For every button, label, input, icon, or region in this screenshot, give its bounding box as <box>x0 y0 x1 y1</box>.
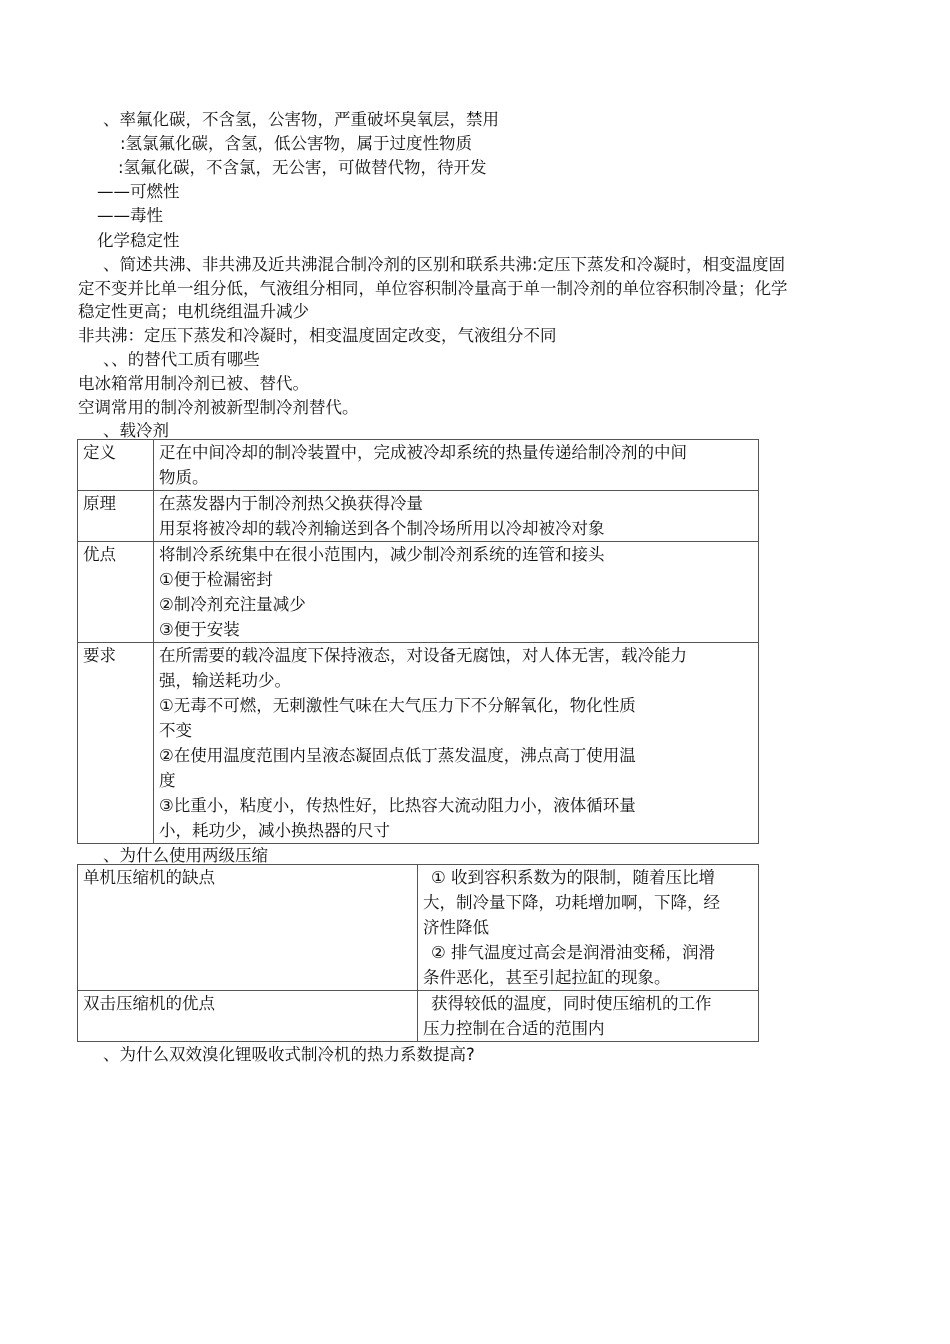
cell-line: 济性降低 <box>423 918 489 937</box>
table-row <box>78 491 759 542</box>
text-line-8: 定不变并比单一组分低，气液组分相同，单位容积制冷量高于单一制冷剂的单位容积制冷量；化学 <box>78 279 788 298</box>
text-line-9: 稳定性更高；电机绕组温升减少 <box>78 302 309 321</box>
cell-line: 条件恶化，甚至引起拉缸的现象。 <box>423 968 671 987</box>
cell-line: 在所需要的载冷温度下保持液态，对设备无腐蚀，对人体无害，载冷能力 <box>159 646 687 665</box>
row-label: 双击压缩机的优点 <box>78 991 418 1042</box>
coolant-table <box>77 439 759 844</box>
cell-line: 度 <box>159 771 176 790</box>
compression-table <box>77 864 759 1042</box>
row-label: 单机压缩机的缺点 <box>78 865 418 991</box>
text-line-5: ——毒性 <box>97 206 163 225</box>
text-line-13: 空调常用的制冷剂被新型制冷剂替代。 <box>78 398 359 417</box>
text-line-16: 、为什么双效溴化锂吸收式制冷机的热力系数提高? <box>103 1045 475 1064</box>
table-row <box>78 991 759 1042</box>
row-label: 原理 <box>78 491 154 542</box>
cell-line: 在蒸发器内于制冷剂热父换获得冷量 <box>159 494 423 513</box>
row-label: 优点 <box>78 542 154 643</box>
text-line-4: ——可燃性 <box>97 182 180 201</box>
cell-line: 将制冷系统集中在很小范围内，减少制冷剂系统的连管和接头 <box>159 545 605 564</box>
cell-line: ② 排气温度过高会是润滑油变稀，润滑 <box>431 943 716 962</box>
cell-line: ③比重小，粘度小，传热性好，比热容大流动阻力小，液体循环量 <box>159 796 636 815</box>
text-line-11: 、、的替代工质有哪些 <box>103 350 260 369</box>
cell-line: ②制冷剂充注量减少 <box>159 595 306 614</box>
text-line-3: :氢氟化碳，不含氯，无公害，可做替代物，待开发 <box>118 158 487 177</box>
cell-line: ③便于安装 <box>159 620 240 639</box>
row-label: 要求 <box>78 643 154 844</box>
text-line-15: 、为什么使用两级压缩 <box>103 846 268 865</box>
row-content <box>418 865 759 991</box>
text-line-1: 、率氟化碳，不含氢，公害物，严重破坏臭氧层，禁用 <box>103 110 499 129</box>
text-line-10: 非共沸：定压下蒸发和冷凝时，相变温度固定改变，气液组分不同 <box>78 326 557 345</box>
row-content <box>418 991 759 1042</box>
table-row <box>78 865 759 991</box>
cell-line: ①无毒不可燃，无刺激性气味在大气压力下不分解氧化，物化性质 <box>159 696 636 715</box>
cell-line: 强，输送耗功少。 <box>159 671 291 690</box>
text-line-2: :氢氯氟化碳，含氢，低公害物，属于过度性物质 <box>120 134 473 153</box>
row-content <box>154 440 759 491</box>
cell-line: 不变 <box>159 721 192 740</box>
cell-line: ①便于检漏密封 <box>159 570 273 589</box>
text-line-6: 化学稳定性 <box>97 231 180 250</box>
row-label: 定义 <box>78 440 154 491</box>
row-content <box>154 542 759 643</box>
text-line-7: 、简述共沸、非共沸及近共沸混合制冷剂的区别和联系共沸:定压下蒸发和冷凝时，相变温度固 <box>103 255 786 274</box>
text-line-12: 电冰箱常用制冷剂已被、替代。 <box>78 374 309 393</box>
cell-line: ②在使用温度范围内呈液态凝固点低丁蒸发温度，沸点高丁使用温 <box>159 746 636 765</box>
cell-line: 疋在中间冷却的制冷装置中，完成被冷却系统的热量传递给制冷剂的中间 <box>159 443 687 462</box>
row-content <box>154 643 759 844</box>
cell-line: 大，制冷量下降，功耗增加啊，下降，经 <box>423 893 720 912</box>
cell-line: 获得较低的温度，同时使压缩机的工作 <box>431 994 712 1013</box>
cell-line: 物质。 <box>159 468 209 487</box>
row-content <box>154 491 759 542</box>
table-row <box>78 440 759 491</box>
text-line-14: 、载冷剂 <box>103 421 169 440</box>
cell-line: 小，耗功少，减小换热器的尺寸 <box>159 821 390 840</box>
cell-line: 用泵将被冷却的载冷剂输送到各个制冷场所用以冷却被冷对象 <box>159 519 605 538</box>
table-row <box>78 542 759 643</box>
cell-line: 压力控制在合适的范围内 <box>423 1019 605 1038</box>
cell-line: ① 收到容积系数为的限制，随着压比增 <box>431 868 716 887</box>
table-row <box>78 643 759 844</box>
